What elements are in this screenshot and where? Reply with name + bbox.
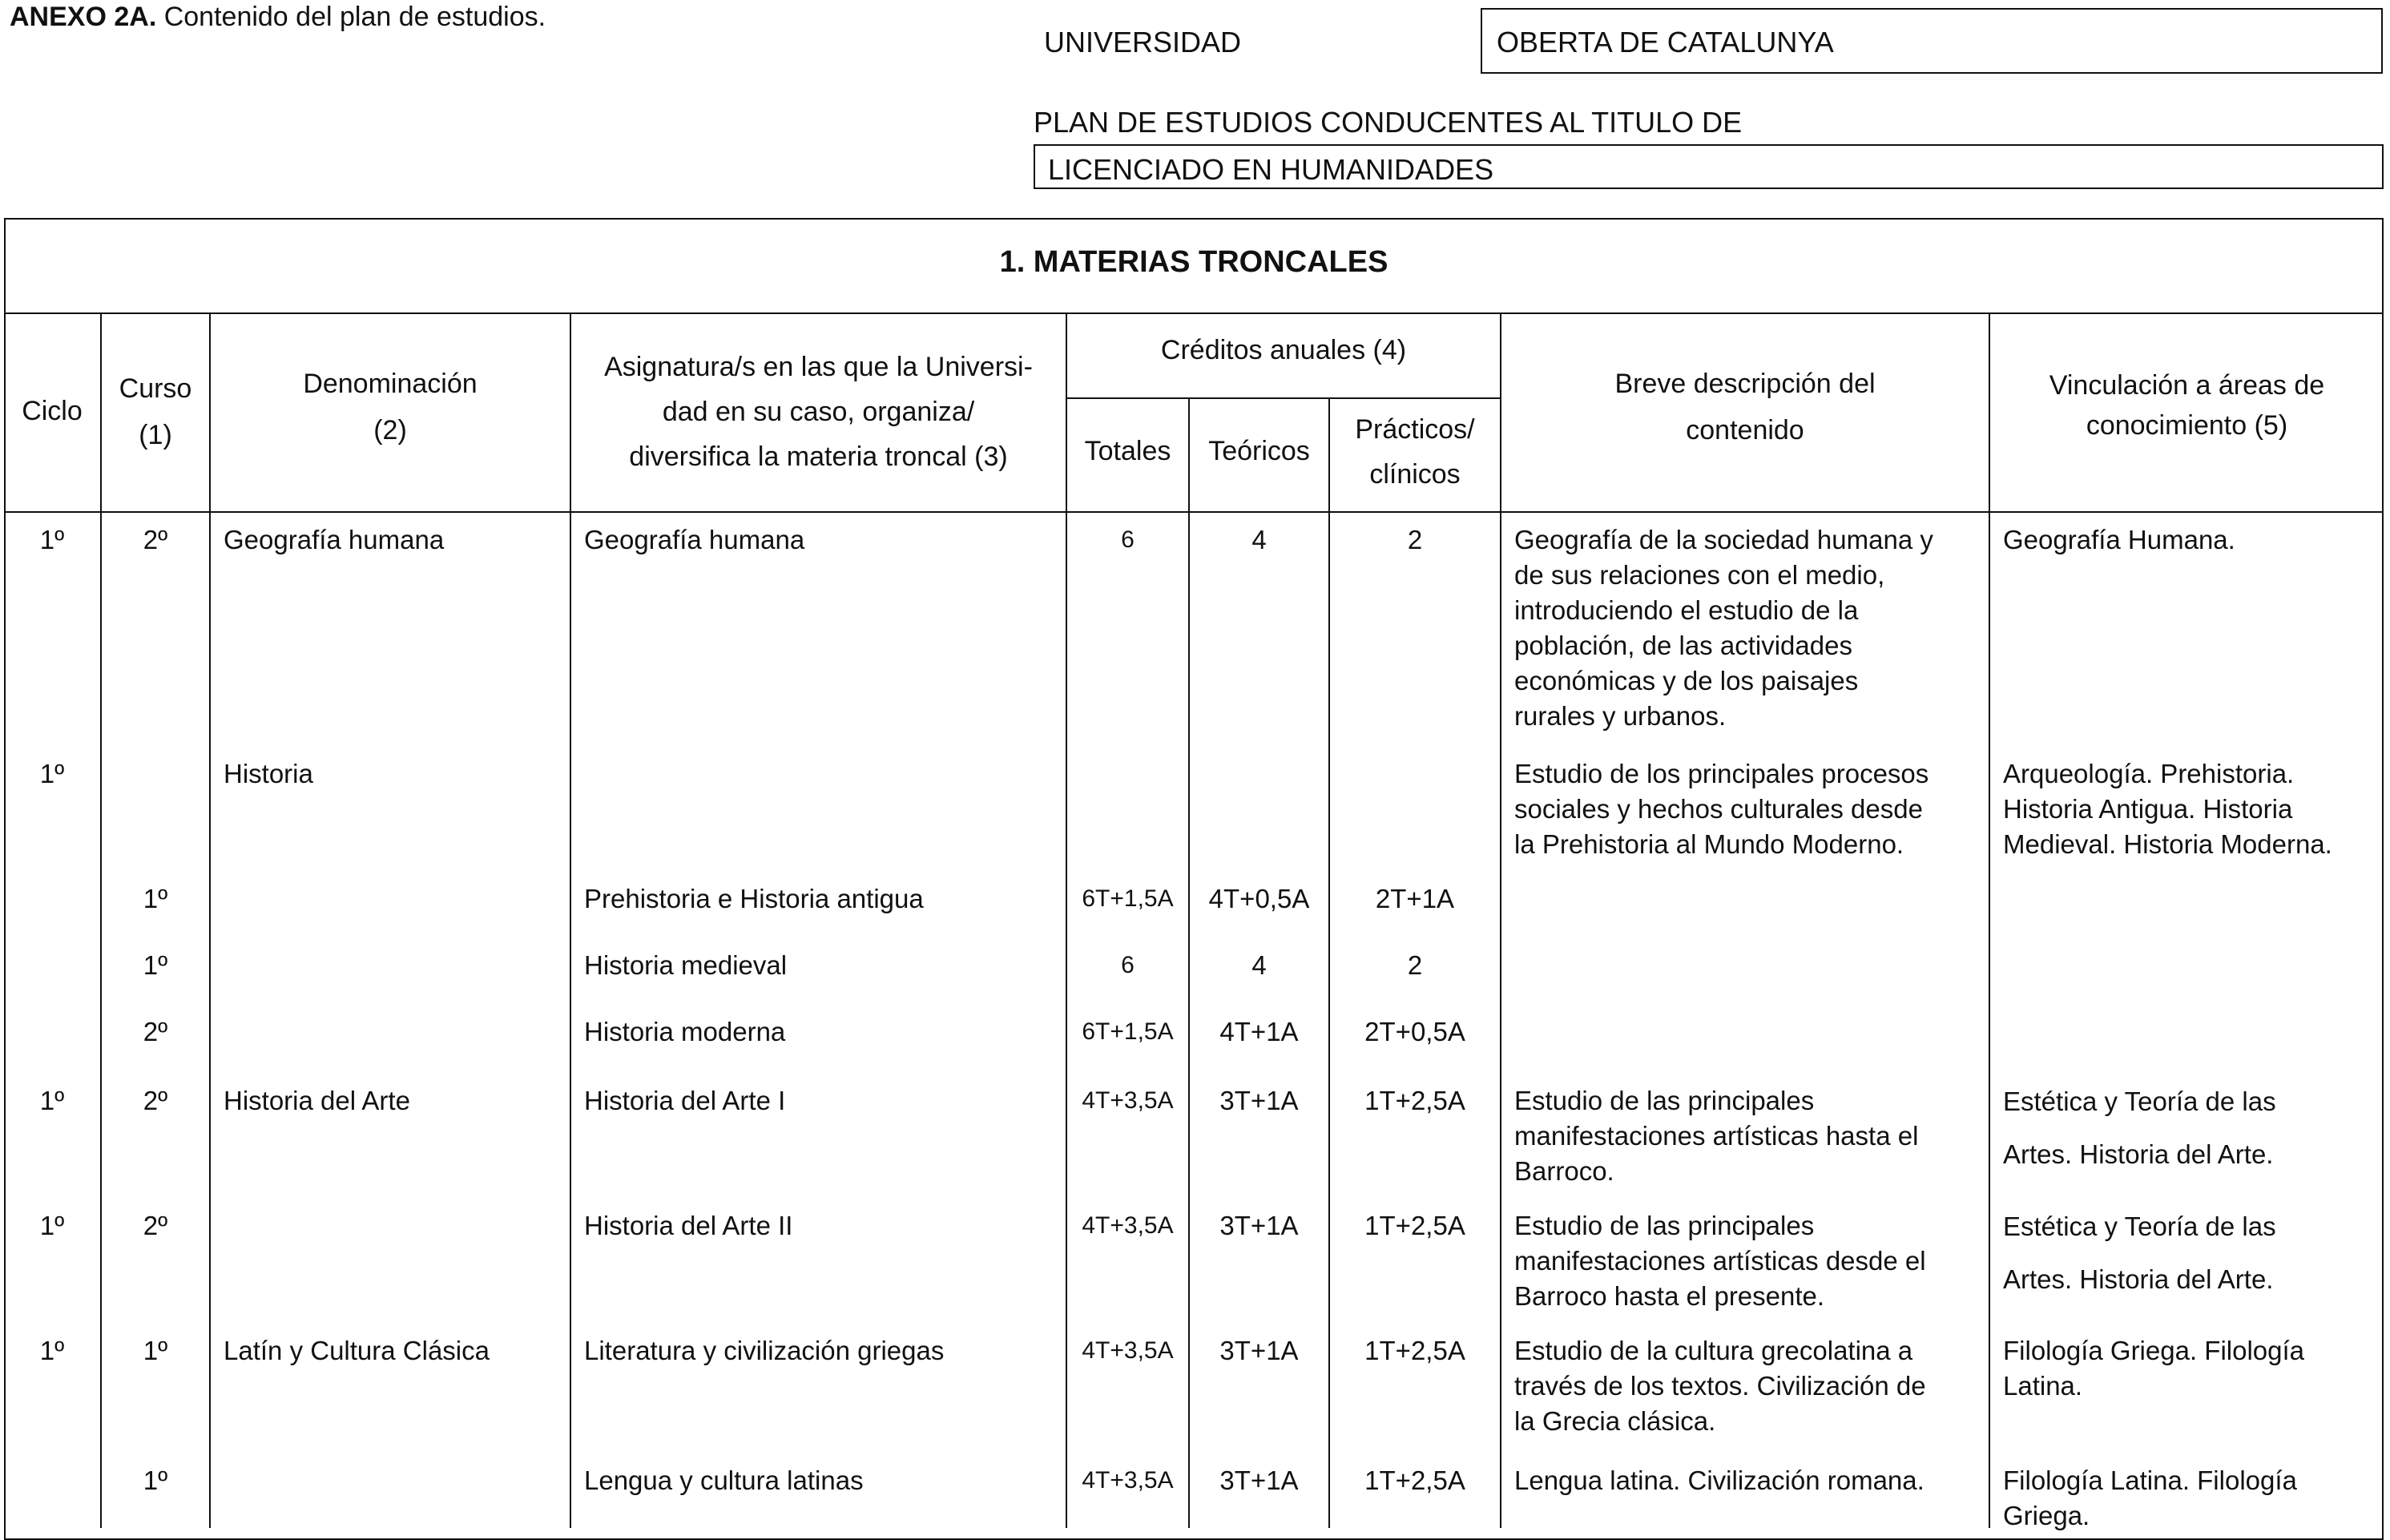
header-creditos: Créditos anuales (4)	[1160, 335, 1407, 365]
cell-totales: 6T+1,5A	[1082, 885, 1174, 912]
header-teoricos: Teóricos	[1208, 436, 1310, 466]
cell-ciclo: 1º	[39, 1336, 65, 1365]
header-practicos: Prácticos/ clínicos	[1355, 414, 1475, 490]
cell-teoricos: 3T+1A	[1219, 1465, 1299, 1495]
cell-asignatura: Historia medieval	[584, 950, 788, 980]
cell-curso: 2º	[143, 525, 168, 554]
degree-name: LICENCIADO EN HUMANIDADES	[1048, 153, 1494, 186]
cell-asignatura: Lengua y cultura latinas	[584, 1465, 864, 1495]
section-title: 1. MATERIAS TRONCALES	[999, 245, 1388, 279]
header-rule	[4, 511, 2384, 513]
cell-ciclo: 1º	[39, 525, 65, 554]
cell-asignatura: Historia del Arte II	[584, 1211, 793, 1240]
annex-label: ANEXO 2A.	[10, 2, 157, 32]
col-rule-2	[209, 312, 211, 1528]
cell-totales: 4T+3,5A	[1082, 1337, 1174, 1364]
cell-denominacion: Historia del Arte	[224, 1086, 410, 1115]
header-ciclo: Ciclo	[22, 396, 83, 426]
cell-totales: 6T+1,5A	[1082, 1018, 1174, 1045]
cell-ciclo: 1º	[39, 1086, 65, 1115]
cell-descripcion: Estudio de las principales manifestaciones artísticas hasta el Barroco.	[1514, 1086, 1919, 1186]
cell-vinculacion: Geografía Humana.	[2003, 525, 2235, 554]
cell-descripcion: Lengua latina. Civilización romana.	[1514, 1465, 1924, 1495]
cell-denominacion: Geografía humana	[224, 525, 445, 554]
header-denominacion: Denominación (2)	[303, 369, 478, 445]
cell-teoricos: 3T+1A	[1219, 1211, 1299, 1240]
cell-descripcion: Estudio de las principales manifestaciones artísticas desde el Barroco hasta el presente.	[1514, 1211, 1926, 1311]
cell-totales: 4T+3,5A	[1082, 1467, 1174, 1494]
credits-subheader-rule	[1066, 397, 1501, 399]
cell-curso: 1º	[143, 1336, 168, 1365]
cell-asignatura: Prehistoria e Historia antigua	[584, 884, 924, 913]
cell-denominacion: Latín y Cultura Clásica	[224, 1336, 490, 1365]
cell-curso: 2º	[143, 1211, 168, 1240]
cell-vinculacion: Filología Griega. Filología Latina.	[2003, 1336, 2305, 1401]
col-rule-8	[1989, 312, 1990, 1528]
cell-practicos: 1T+2,5A	[1364, 1465, 1465, 1495]
cell-teoricos: 4	[1251, 525, 1267, 554]
cell-teoricos: 3T+1A	[1219, 1086, 1299, 1115]
header-asignatura: Asignatura/s en las que la Universi- dad en su caso, organiza/ diversifica la materia troncal (3)	[604, 352, 1033, 472]
cell-practicos: 2	[1407, 525, 1423, 554]
cell-practicos: 1T+2,5A	[1364, 1211, 1465, 1240]
cell-descripcion: Estudio de los principales procesos sociales y hechos culturales desde la Prehistoria al Mundo Moderno.	[1514, 759, 1929, 859]
cell-practicos: 2T+0,5A	[1364, 1017, 1465, 1046]
cell-descripcion: Geografía de la sociedad humana y de sus relaciones con el medio, introduciendo el estudio de la población, de las actividades económicas y de los paisajes rurales y urbanos.	[1514, 525, 1933, 731]
cell-asignatura: Historia del Arte I	[584, 1086, 786, 1115]
cell-totales: 6	[1121, 526, 1135, 553]
annex-subtitle: Contenido del plan de estudios.	[156, 2, 546, 32]
cell-curso: 2º	[143, 1086, 168, 1115]
cell-curso: 2º	[143, 1017, 168, 1046]
header-vinculacion: Vinculación a áreas de conocimiento (5)	[2049, 370, 2325, 441]
cell-denominacion: Historia	[224, 759, 313, 788]
cell-totales: 4T+3,5A	[1082, 1212, 1174, 1239]
cell-curso: 1º	[143, 1465, 168, 1495]
cell-ciclo: 1º	[39, 759, 65, 788]
cell-totales: 6	[1121, 952, 1135, 978]
cell-curso: 1º	[143, 884, 168, 913]
degree-box	[1034, 144, 2384, 189]
cell-curso: 1º	[143, 950, 168, 980]
cell-totales: 4T+3,5A	[1082, 1087, 1174, 1114]
university-label: UNIVERSIDAD	[1044, 26, 1242, 58]
title-rule	[4, 312, 2384, 314]
university-name: OBERTA DE CATALUNYA	[1497, 26, 1834, 58]
cell-ciclo: 1º	[39, 1211, 65, 1240]
cell-practicos: 2	[1407, 950, 1423, 980]
university-name-box	[1481, 8, 2383, 74]
cell-asignatura: Geografía humana	[584, 525, 805, 554]
cell-vinculacion: Filología Latina. Filología Griega.	[2003, 1465, 2297, 1530]
cell-asignatura: Literatura y civilización griegas	[584, 1336, 945, 1365]
annex-heading	[10, 2, 546, 33]
col-rule-7	[1500, 312, 1501, 1528]
cell-practicos: 2T+1A	[1375, 884, 1455, 913]
plan-label: PLAN DE ESTUDIOS CONDUCENTES AL TITULO DE	[1034, 106, 1743, 139]
cell-practicos: 1T+2,5A	[1364, 1086, 1465, 1115]
cell-vinculacion: Estética y Teoría de las Artes. Historia del Arte.	[2003, 1211, 2276, 1294]
cell-teoricos: 4T+1A	[1219, 1017, 1299, 1046]
col-rule-3	[570, 312, 571, 1528]
cell-teoricos: 4	[1251, 950, 1267, 980]
cell-asignatura: Historia moderna	[584, 1017, 786, 1046]
cell-vinculacion: Estética y Teoría de las Artes. Historia del Arte.	[2003, 1086, 2276, 1169]
header-totales: Totales	[1084, 436, 1171, 466]
header-curso: Curso (1)	[119, 373, 192, 450]
cell-descripcion: Estudio de la cultura grecolatina a través de los textos. Civilización de la Grecia clásica.	[1514, 1336, 1926, 1436]
cell-teoricos: 3T+1A	[1219, 1336, 1299, 1365]
cell-teoricos: 4T+0,5A	[1208, 884, 1310, 913]
cell-practicos: 1T+2,5A	[1364, 1336, 1465, 1365]
header-descripcion: Breve descripción del contenido	[1614, 369, 1876, 445]
cell-vinculacion: Arqueología. Prehistoria. Historia Antigua. Historia Medieval. Historia Moderna.	[2003, 759, 2332, 859]
